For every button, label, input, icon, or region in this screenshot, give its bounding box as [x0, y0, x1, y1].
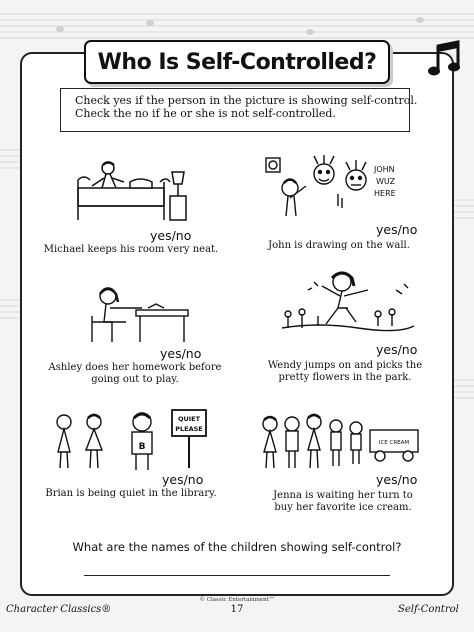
item-caption-1: [36, 244, 226, 256]
boy-drawing-on-wall-illustration: [262, 150, 412, 225]
yes-no-option-3[interactable]: yes/no: [160, 346, 202, 361]
page-number: 17: [230, 604, 244, 615]
caption-line: Ashley does her homework before: [48, 362, 222, 373]
answer-line[interactable]: [84, 575, 390, 576]
wall-graffiti-text-1: JOHN: [374, 165, 395, 174]
item-caption-6: [248, 490, 438, 514]
boy-making-bed-illustration: [70, 158, 190, 226]
shirt-letter: B: [138, 442, 146, 452]
footer-series-title: Character Classics®: [6, 604, 112, 615]
yes-no-option-2[interactable]: yes/no: [376, 222, 418, 237]
copyright-text: © Classic Entertainment™: [199, 597, 275, 603]
caption-line: Michael keeps his room very neat.: [43, 244, 219, 255]
caption-line: John is drawing on the wall.: [268, 240, 410, 251]
children-waiting-for-ice-cream-illustration: [258, 410, 422, 472]
caption-line: Wendy jumps on and picks the: [267, 360, 423, 371]
wall-graffiti-text-3: HERE: [374, 189, 396, 198]
music-note-icon: [428, 40, 462, 80]
item-caption-2: [244, 240, 434, 252]
closing-question: What are the names of the children showing self-control?: [72, 540, 402, 554]
quiet-sign-text-2: PLEASE: [175, 425, 203, 433]
item-caption-5: [36, 488, 226, 500]
wall-graffiti-text-2: WUZ: [376, 177, 396, 186]
yes-no-option-6[interactable]: yes/no: [376, 472, 418, 487]
girl-picking-flowers-illustration: [278, 268, 416, 340]
yes-no-option-4[interactable]: yes/no: [376, 342, 418, 357]
item-caption-3: [40, 362, 230, 386]
girl-doing-homework-illustration: [86, 282, 192, 344]
page-title: Who Is Self-Controlled?: [97, 49, 377, 75]
yes-no-option-1[interactable]: yes/no: [150, 228, 192, 243]
caption-line: buy her favorite ice cream.: [274, 502, 412, 513]
instructions-box: [60, 88, 418, 132]
quiet-sign-text-1: QUIET: [177, 415, 201, 423]
caption-line: going out to play.: [91, 374, 179, 385]
title-box: [84, 40, 390, 84]
caption-line: pretty flowers in the park.: [278, 372, 412, 383]
children-in-library-illustration: [50, 408, 210, 474]
ice-cream-cart-sign: ICE CREAM: [378, 440, 410, 446]
instructions-line-1: Check yes if the person in the picture is showing self-control.: [75, 94, 418, 107]
instructions-line-2: Check the no if he or she is not self-controlled.: [75, 107, 336, 120]
caption-line: Brian is being quiet in the library.: [45, 488, 217, 499]
caption-line: Jenna is waiting her turn to: [273, 490, 413, 501]
footer-topic: Self-Control: [398, 604, 459, 615]
item-caption-4: [250, 360, 440, 384]
yes-no-option-5[interactable]: yes/no: [162, 472, 204, 487]
